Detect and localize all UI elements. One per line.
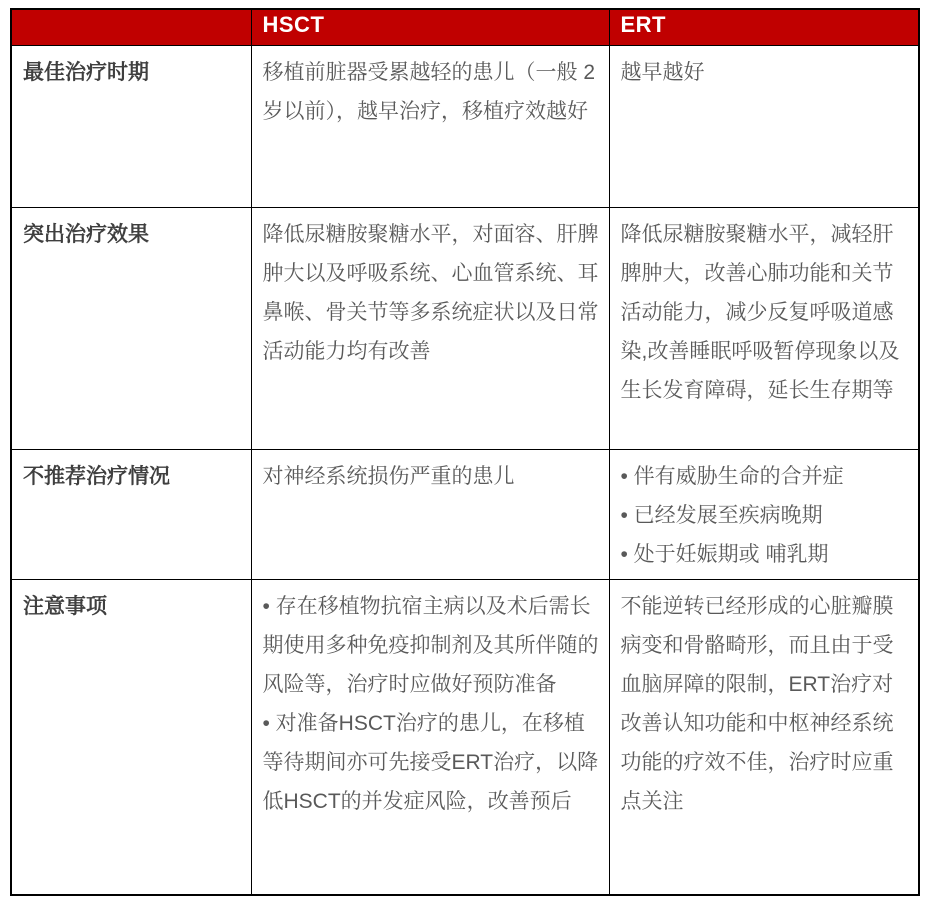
ert-cell-outstanding-effects	[609, 207, 919, 449]
ert-cell-best-timing	[609, 45, 919, 207]
row-label-outstanding-effects: 突出治疗效果	[11, 207, 251, 449]
hsct-column-header: HSCT	[251, 9, 609, 45]
row-label-precautions: 注意事项	[11, 579, 251, 895]
bullet-item: • 存在移植物抗宿主病以及术后需长期使用多种免疫抑制剂及其所伴随的风险等，治疗时应做好预防准备	[262, 594, 599, 696]
ert-cell-not-recommended	[609, 449, 919, 579]
cell-paragraph: 降低尿糖胺聚糖水平，减轻肝脾肿大，改善心肺功能和关节活动能力，减少反复呼吸道感染,改善睡眠呼吸暂停现象以及生长发育障碍，延长生存期等	[620, 222, 900, 402]
hsct-cell-best-timing	[251, 45, 609, 207]
row-label-not-recommended: 不推荐治疗情况	[11, 449, 251, 579]
table-row-outstanding-effects	[11, 207, 919, 449]
bullet-item: • 处于妊娠期或 哺乳期	[620, 542, 829, 566]
ert-column-header: ERT	[609, 9, 919, 45]
ert-cell-precautions	[609, 579, 919, 895]
table-row-best-timing	[11, 45, 919, 207]
cell-paragraph: 降低尿糖胺聚糖水平，对面容、肝脾肿大以及呼吸系统、心血管系统、耳鼻喉、骨关节等多系统症状以及日常活动能力均有改善	[262, 222, 599, 363]
table-row-precautions	[11, 579, 919, 895]
cell-paragraph: 移植前脏器受累越轻的患儿（一般 2 岁以前），越早治疗，移植疗效越好	[262, 60, 596, 123]
cell-paragraph: 对神经系统损伤严重的患儿	[262, 464, 515, 488]
corner-header-cell	[11, 9, 251, 45]
table-row-not-recommended	[11, 449, 919, 579]
hsct-cell-precautions	[251, 579, 609, 895]
hsct-ert-comparison-table	[10, 8, 920, 896]
bullet-item: • 对准备HSCT治疗的患儿，在移植等待期间亦可先接受ERT治疗，以降低HSCT的并发症风险，改善预后	[262, 711, 599, 813]
hsct-cell-not-recommended	[251, 449, 609, 579]
row-label-best-timing: 最佳治疗时期	[11, 45, 251, 207]
bullet-item: • 已经发展至疾病晚期	[620, 503, 823, 527]
table-header-row	[11, 9, 919, 45]
cell-paragraph: 越早越好	[620, 60, 705, 84]
bullet-item: • 伴有威胁生命的合并症	[620, 464, 844, 488]
cell-paragraph: 不能逆转已经形成的心脏瓣膜病变和骨骼畸形，而且由于受血脑屏障的限制，ERT治疗对改善认知功能和中枢神经系统功能的疗效不佳，治疗时应重点关注	[620, 594, 894, 813]
hsct-cell-outstanding-effects	[251, 207, 609, 449]
